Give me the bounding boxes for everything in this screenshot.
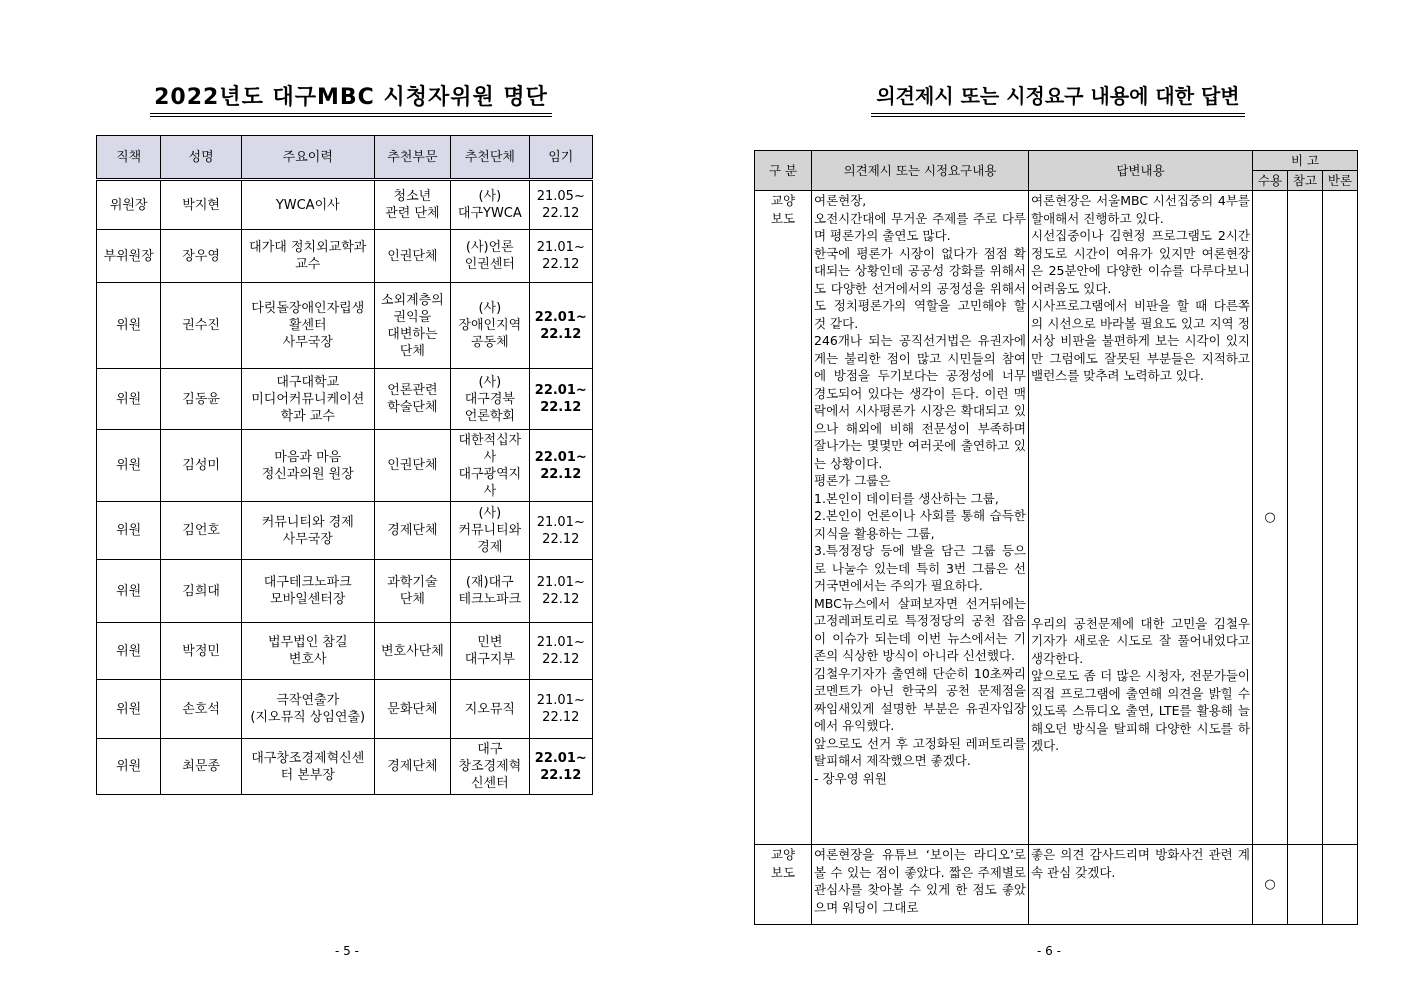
reject-cell — [1323, 191, 1358, 845]
reject-cell — [1323, 845, 1358, 925]
header-category: 추천부문 — [374, 136, 450, 180]
text-paragraph: 평론가 그룹은 — [814, 473, 891, 488]
org-cell: 지오뮤직 — [451, 680, 529, 739]
text-paragraph: 시선집중이나 김현정 프로그램도 2시간 정도로 시간이 여유가 있지만 여론현장은 25분안에 다양한 이슈를 다루다보니 어려움도 있다. — [1031, 228, 1250, 296]
answer-text — [1031, 192, 1250, 385]
term-cell: 21.01~ 22.12 — [529, 560, 592, 623]
table-row — [97, 283, 593, 369]
opinion-response-table — [754, 150, 1358, 925]
career-cell: 대구대학교 미디어커뮤니케이션 학과 교수 — [241, 369, 374, 430]
text-paragraph: 3.특정정당 등에 발을 담근 그룹 등으로 나눌수 있는데 특히 3번 그룹은 선거국면에서는 주의가 필요하다. — [814, 543, 1026, 593]
category-cell: 언론관련 학술단체 — [374, 369, 450, 430]
text-paragraph: - 장우영 위원 — [814, 770, 887, 786]
name-cell: 장우영 — [161, 230, 241, 283]
career-cell: 극작연출가 (지오뮤직 상임연출) — [241, 680, 374, 739]
text-paragraph: 앞으로도 좀 더 많은 시청자, 전문가들이 직접 프로그램에 출연해 의견을 밝힐 수 있도록 스튜디오 출연, LTE를 활용해 늘 해오던 방식을 탈피해 다양한 시도를 하겠다. — [1031, 668, 1250, 753]
table-row — [97, 560, 593, 623]
table-row — [97, 430, 593, 502]
position-cell: 위원 — [97, 623, 161, 680]
answer-text — [1031, 846, 1250, 881]
answer-cell — [1029, 845, 1253, 925]
right-page — [700, 0, 1403, 992]
left-page — [0, 0, 700, 992]
name-cell: 김언호 — [161, 502, 241, 560]
org-cell: (사) 장애인지역 공동체 — [451, 283, 529, 369]
page-number: - 5 - — [335, 944, 359, 958]
text-paragraph: 여론현장은 서울MBC 시선집중의 4부를 할애해서 진행하고 있다. — [1031, 193, 1250, 226]
term-cell: 22.01~ 22.12 — [529, 283, 592, 369]
text-paragraph: 우리의 공천문제에 대한 고민을 김철우기자가 새로운 시도로 잘 풀어내었다고 생각한다. — [1031, 615, 1250, 666]
position-cell: 위원 — [97, 680, 161, 739]
text-paragraph: 한국에 평론가 시장이 없다가 점점 확대되는 상황인데 공공성 강화를 위해서도 다양한 선거에서의 공정성을 위해서도 정치평론가의 역할을 고민해야 할 것 같다. — [814, 245, 1026, 331]
org-cell: (사)언론 인권센터 — [451, 230, 529, 283]
reference-cell — [1288, 845, 1323, 925]
header-reference: 참고 — [1288, 171, 1323, 191]
term-cell: 21.01~ 22.12 — [529, 680, 592, 739]
position-cell: 위원장 — [97, 180, 161, 230]
text-paragraph: 좋은 의견 감사드리며 방화사건 관련 계속 관심 갖겠다. — [1031, 847, 1250, 880]
table-header-row — [755, 151, 1358, 171]
table-row — [97, 680, 593, 739]
name-cell: 손호석 — [161, 680, 241, 739]
header-opinion: 의견제시 또는 시정요구내용 — [812, 151, 1029, 191]
category-cell: 경제단체 — [374, 502, 450, 560]
text-paragraph: 1.본인이 데이터를 생산하는 그룹, — [814, 490, 999, 506]
name-cell: 권수진 — [161, 283, 241, 369]
career-cell: 마음과 마음 정신과의원 원장 — [241, 430, 374, 502]
opinion-text — [814, 192, 1026, 787]
category-cell: 교양 보도 — [755, 191, 812, 845]
text-paragraph: 여론현장, — [814, 193, 867, 208]
text-paragraph: 앞으로도 선거 후 고정화된 레퍼토리를 탈피해서 제작했으면 좋겠다. — [814, 735, 1026, 768]
text-paragraph: MBC뉴스에서 살펴보자면 선거뒤에는 고정레퍼토리로 특정정당의 공천 잡음이 이슈가 되는데 이번 뉴스에서는 기존의 식상한 방식이 아니라 신선했다. — [814, 595, 1026, 663]
table-row — [97, 180, 593, 230]
accept-mark: ○ — [1253, 191, 1288, 845]
position-cell: 위원 — [97, 430, 161, 502]
page-title: 2022년도 대구MBC 시청자위원 명단 — [150, 80, 552, 117]
opinion-text — [814, 846, 1026, 916]
text-paragraph: 김철우기자가 출연해 단순히 10초짜리 코멘트가 아닌 한국의 공천 문제점을 짜임새있게 설명한 부분은 유권자입장에서 유익했다. — [814, 665, 1026, 733]
name-cell: 김희대 — [161, 560, 241, 623]
name-cell: 김동윤 — [161, 369, 241, 430]
table-row — [97, 369, 593, 430]
text-paragraph: 여론현장을 유튜브 ‘보이는 라디오’로 볼 수 있는 점이 좋았다. 짧은 주제별로 관심사를 찾아볼 수 있게 한 점도 좋았으며 워딩이 그대로 — [814, 847, 1026, 915]
term-cell: 21.01~ 22.12 — [529, 623, 592, 680]
table-row — [755, 191, 1358, 845]
category-cell: 인권단체 — [374, 230, 450, 283]
header-answer: 답변내용 — [1029, 151, 1253, 191]
org-cell: (사) 커뮤니티와 경제 — [451, 502, 529, 560]
term-cell: 22.01~ 22.12 — [529, 430, 592, 502]
header-category: 구 분 — [755, 151, 812, 191]
category-cell: 경제단체 — [374, 739, 450, 795]
career-cell: 법무법인 참길 변호사 — [241, 623, 374, 680]
opinion-cell — [812, 191, 1029, 845]
org-cell: 대구 창조경제혁 신센터 — [451, 739, 529, 795]
name-cell: 박정민 — [161, 623, 241, 680]
text-paragraph: 시사프로그램에서 비판을 할 때 다른쪽의 시선으로 바라볼 필요도 있고 지역 정서상 비판을 불편하게 보는 시각이 있지만 그럼에도 잘못된 부분들은 지적하고 밸런스를 맞추려 노력하고 있다. — [1031, 298, 1250, 383]
table-row — [97, 502, 593, 560]
career-cell: YWCA이사 — [241, 180, 374, 230]
career-cell: 대구테크노파크 모바일센터장 — [241, 560, 374, 623]
header-reject: 반론 — [1323, 171, 1358, 191]
position-cell: 위원 — [97, 283, 161, 369]
header-org: 추천단체 — [451, 136, 529, 180]
category-cell: 인권단체 — [374, 430, 450, 502]
opinion-cell — [812, 845, 1029, 925]
career-cell: 대가대 정치외교학과 교수 — [241, 230, 374, 283]
table-row — [97, 623, 593, 680]
header-career: 주요이력 — [241, 136, 374, 180]
header-accept: 수용 — [1253, 171, 1288, 191]
header-name: 성명 — [161, 136, 241, 180]
table-row — [97, 739, 593, 795]
position-cell: 위원 — [97, 502, 161, 560]
text-paragraph: 오전시간대에 무거운 주제를 주로 다루며 평론가의 출연도 많다. — [814, 210, 1026, 243]
position-cell: 위원 — [97, 739, 161, 795]
career-cell: 대구창조경제혁신센 터 본부장 — [241, 739, 374, 795]
answer-text-2 — [1031, 615, 1250, 755]
page-title: 의견제시 또는 시정요구 내용에 대한 답변 — [871, 80, 1245, 117]
text-paragraph: 2.본인이 언론이나 사회를 통해 습득한 지식을 활용하는 그룹, — [814, 508, 1026, 541]
reference-cell — [1288, 191, 1323, 845]
org-cell: (재)대구 테크노파크 — [451, 560, 529, 623]
table-row — [755, 845, 1358, 925]
term-cell: 22.01~ 22.12 — [529, 369, 592, 430]
name-cell: 박지현 — [161, 180, 241, 230]
name-cell: 김성미 — [161, 430, 241, 502]
category-cell: 과학기술 단체 — [374, 560, 450, 623]
category-cell: 변호사단체 — [374, 623, 450, 680]
header-position: 직책 — [97, 136, 161, 180]
text-paragraph: 246개나 되는 공직선거법은 유권자에게는 불리한 점이 많고 시민들의 참여에 방점을 두기보다는 공정성에 너무 경도되어 있다는 생각이 든다. 이런 맥락에서 시사평론가 시장은 확대되고 있으나 해외에 비해 전문성이 부족하며 잘나가는 몇몇만 여러곳에 출연하고 있는 상황이다. — [814, 333, 1026, 471]
accept-mark: ○ — [1253, 845, 1288, 925]
name-cell: 최문종 — [161, 739, 241, 795]
table-row — [97, 230, 593, 283]
category-cell: 교양 보도 — [755, 845, 812, 925]
org-cell: 민변 대구지부 — [451, 623, 529, 680]
career-cell: 커뮤니티와 경제 사무국장 — [241, 502, 374, 560]
category-cell: 청소년 관련 단체 — [374, 180, 450, 230]
term-cell: 21.05~ 22.12 — [529, 180, 592, 230]
career-cell: 다릿돌장애인자립생 활센터 사무국장 — [241, 283, 374, 369]
term-cell: 21.01~ 22.12 — [529, 502, 592, 560]
term-cell: 22.01~ 22.12 — [529, 739, 592, 795]
position-cell: 부위원장 — [97, 230, 161, 283]
org-cell: (사) 대구YWCA — [451, 180, 529, 230]
position-cell: 위원 — [97, 560, 161, 623]
header-term: 임기 — [529, 136, 592, 180]
category-cell: 소외계층의 권익을 대변하는 단체 — [374, 283, 450, 369]
position-cell: 위원 — [97, 369, 161, 430]
table-header-row — [97, 136, 593, 180]
header-remarks: 비 고 — [1253, 151, 1358, 171]
answer-cell — [1029, 191, 1253, 845]
page-number: - 6 - — [1037, 944, 1061, 958]
term-cell: 21.01~ 22.12 — [529, 230, 592, 283]
category-cell: 문화단체 — [374, 680, 450, 739]
committee-roster-table — [96, 135, 593, 795]
org-cell: 대한적십자 사 대구광역지 사 — [451, 430, 529, 502]
org-cell: (사) 대구경북 언론학회 — [451, 369, 529, 430]
